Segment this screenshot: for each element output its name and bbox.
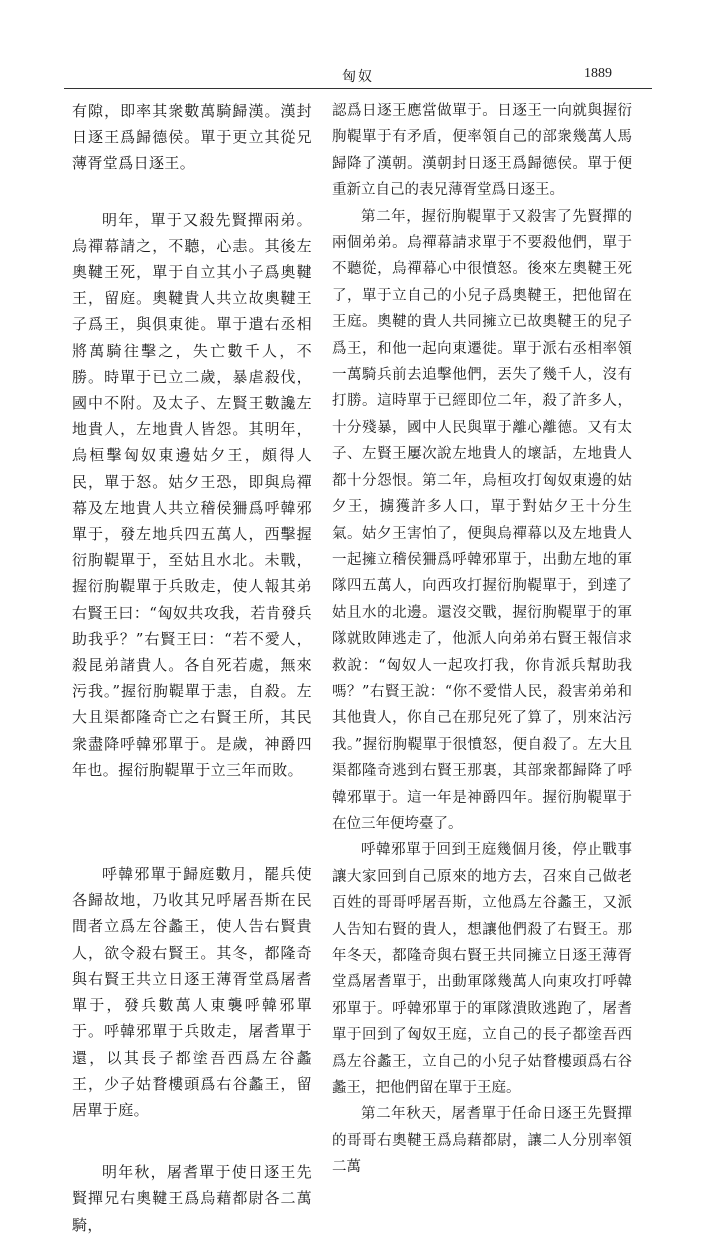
classical-text-column: [72, 98, 312, 1238]
translation-paragraph-1: 認爲日逐王應當做單于。日逐王一向就與握衍朐鞮單于有矛盾，便率領自己的部衆幾萬人馬歸降了漢朝。漢朝封日逐王爲歸德侯。單于便重新立自己的表兄薄胥堂爲日逐王。: [332, 103, 632, 199]
running-title: 匈奴: [342, 69, 374, 85]
classical-paragraph-3: 呼韓邪單于歸庭數月，罷兵使各歸故地，乃收其兄呼屠吾斯在民間者立爲左谷蠡王，使人告右賢貴人，欲令殺右賢王。其冬，都隆奇與右賢王共立日逐王薄胥堂爲屠耆單于，發兵數萬人東襲呼韓邪單于。呼韓邪單于兵敗走，屠耆單于還，以其長子都塗吾西爲左谷蠡王，少子姑瞀樓頭爲右谷蠡王，留居單于庭。: [72, 865, 312, 1119]
page-number: 1889: [584, 66, 612, 81]
translation-column: [332, 98, 632, 1181]
classical-paragraph-4: 明年秋，屠耆單于使日逐王先賢撣兄右奧鞬王爲烏藉都尉各二萬騎，: [72, 1163, 312, 1234]
classical-paragraph-1: 有隙，即率其衆數萬騎歸漢。漢封日逐王爲歸德侯。單于更立其從兄薄胥堂爲日逐王。: [72, 102, 312, 173]
paragraph-gap: [72, 177, 312, 207]
translation-paragraph-2: 第二年，握衍朐鞮單于又殺害了先賢撣的兩個弟弟。烏禪幕請求單于不要殺他們，單于不聽從，烏禪幕心中很憤怒。後來左奧鞬王死了，單于立自己的小兒子爲奧鞬王，把他留在王庭。奧鞬的貴人共同擁立已故奧鞬王的兒子爲王，和他一起向東遷徙。單于派右丞相率領一萬騎兵前去追擊他們，丟失了幾千人，沒有打勝。這時單于已經即位二年，殺了許多人，十分殘暴，國中人民與單于離心離德。又有太子、左賢王屢次說左地貴人的壞話，左地貴人都十分怨恨。第二年，烏桓攻打匈奴東邊的姑夕王，擄獲許多人口，單于對姑夕王十分生氣。姑夕王害怕了，便與烏禪幕以及左地貴人一起擁立稽侯狦爲呼韓邪單于，出動左地的軍隊四五萬人，向西攻打握衍朐鞮單于，到達了姑且水的北邊。還沒交戰，握衍朐鞮單于的軍隊就敗陣逃走了，他派人向弟弟右賢王報信求救說：“匈奴人一起攻打我，你肯派兵幫助我嗎？”右賢王說：“你不愛惜人民，殺害弟弟和其他貴人，你自己在那兒死了算了，別來沾污我。”握衍朐鞮單于很憤怒，便自殺了。左大且渠都隆奇逃到右賢王那裏，其部衆都歸降了呼韓邪單于。這一年是神爵四年。握衍朐鞮單于在位三年便垮臺了。: [332, 208, 632, 832]
classical-paragraph-2: 明年，單于又殺先賢撣兩弟。烏禪幕請之，不聽，心恚。其後左奧鞬王死，單于自立其小子爲奧鞬王，留庭。奧鞬貴人共立故奧鞬王子爲王，與俱東徙。單于遣右丞相將萬騎往擊之，失亡數千人，不勝。時單于已立二歲，暴虐殺伐，國中不附。及太子、左賢王數讒左地貴人，左地貴人皆怨。其明年，烏桓擊匈奴東邊姑夕王，頗得人民，單于怒。姑夕王恐，即與烏禪幕及左地貴人共立稽侯狦爲呼韓邪單于，發左地兵四五萬人，西擊握衍朐鞮單于，至姑且水北。未戰，握衍朐鞮單于兵敗走，使人報其弟右賢王曰：“匈奴共攻我，若肯發兵助我乎？”右賢王曰：“若不愛人，殺昆弟諸貴人。各自死若處，無來污我。”握衍朐鞮單于恚，自殺。左大且渠都隆奇亡之右賢王所，其民衆盡降呼韓邪單于。是歲，神爵四年也。握衍朐鞮單于立三年而敗。: [72, 210, 312, 779]
page-header: [0, 0, 716, 92]
header-divider: [64, 88, 652, 89]
translation-paragraph-3: 呼韓邪單于回到王庭幾個月後，停止戰事讓大家回到自己原來的地方去，召來自己做老百姓的哥哥呼屠吾斯，立他爲左谷蠡王，又派人告知右賢的貴人，想讓他們殺了右賢王。那年冬天，都隆奇與右賢王共同擁立日逐王薄胥堂爲屠耆單于，出動軍隊幾萬人向東攻打呼韓邪單于。呼韓邪單于的軍隊潰敗逃跑了，屠耆單于回到了匈奴王庭，立自己的長子都塗吾西爲左谷蠡王，立自己的小兒子姑瞀樓頭爲右谷蠡王，把他們留在單于王庭。: [332, 842, 632, 1097]
paragraph-gap: [72, 783, 312, 861]
paragraph-gap: [72, 1123, 312, 1159]
translation-paragraph-4: 第二年秋天，屠耆單于任命日逐王先賢撣的哥哥右奧鞬王爲烏藉都尉，讓二人分別率領二萬: [332, 1106, 632, 1176]
